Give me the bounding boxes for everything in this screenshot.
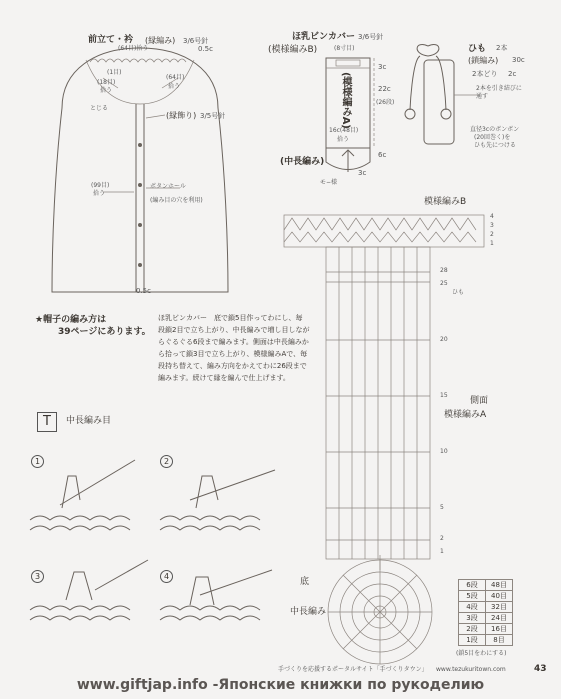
cover-d6: 6c [378, 151, 387, 159]
increase-table [458, 579, 513, 646]
chart-row-b4: 4 [490, 213, 494, 220]
collar-c5: 拾う [168, 83, 181, 90]
technique-label: 中長編み目 [66, 416, 112, 426]
cover-d22: 22c [378, 85, 391, 93]
table-cell: 2段 [459, 624, 486, 635]
cover-d3: 3c [378, 63, 387, 71]
chart-bottom-label: 底 [300, 577, 310, 587]
instruction-line: ら拾って鎖3目で立ち上がり、模様編みAで、毎 [158, 350, 308, 358]
chart-row-10: 10 [440, 448, 448, 455]
table-cell: 1段 [459, 635, 486, 646]
table-row [459, 591, 513, 602]
chart-side-pattern: 模様編みA [444, 410, 487, 420]
table-row [459, 580, 513, 591]
pompom-note2: (20回巻く)を [474, 134, 511, 141]
instruction-line: ほ乳ビンカバー 底で鎖5目作ってわにし、毎 [158, 314, 303, 322]
collar-pick-side2: 拾う [93, 190, 106, 197]
collar-c1: (1目) [107, 69, 122, 76]
step-1-marker: 1 [31, 455, 44, 468]
cover-d3b: 3c [358, 169, 367, 177]
page-number: 43 [534, 664, 547, 674]
site-url[interactable]: www.tezukuritown.com [436, 666, 506, 673]
cover-title: ほ乳ビンカバー [292, 32, 356, 42]
table-cell: 24目 [486, 613, 513, 624]
chart-row-b2: 2 [490, 231, 494, 238]
chart-bottom-stitch: 中長編み [290, 607, 327, 617]
cover-pick: 拾う [337, 136, 350, 143]
collar-c2: (18目) [97, 79, 116, 86]
table-cell: 48目 [486, 580, 513, 591]
cord-count: 2本 [496, 44, 508, 52]
table-row [459, 602, 513, 613]
cover-pattern-a: (模様編みA) [340, 72, 351, 129]
pompom-note1: 直径3cのボンボン [470, 126, 520, 133]
chart-row-b1: 1 [490, 240, 494, 247]
chart-side-label: 側面 [470, 396, 489, 406]
instruction-line: 編みます。続けて縁を編んで仕上げます。 [158, 374, 290, 382]
collar-title: 前立て・衿 [88, 35, 134, 45]
cord-note1: 2本を引き結びに [476, 85, 522, 92]
instruction-line: 段鎖2目で立ち上がり、中長編みで増し目しなが [158, 326, 310, 334]
chart-row-15: 15 [440, 392, 448, 399]
pompom-note3: ひも先につける [474, 142, 516, 149]
buttonhole-note: (編み目の穴を利用) [150, 197, 203, 204]
portal-note: 手づくりを応援するポータルサイト「手づくりタウン」 [278, 666, 428, 673]
table-cell: 4段 [459, 602, 486, 613]
cover-col: モ−様 [320, 179, 338, 186]
table-cell: 16目 [486, 624, 513, 635]
chart-cord-label: ひも [452, 289, 465, 296]
increase-table-note: (鎖5目をわにする) [456, 650, 507, 657]
cover-c16: 16c(48目) [329, 127, 359, 134]
chart-row-25: 25 [440, 280, 448, 287]
cover-hdc: (中長編み) [280, 157, 325, 167]
table-cell: 40目 [486, 591, 513, 602]
table-row [459, 635, 513, 646]
collar-stitch: (縁編み) [145, 36, 176, 45]
buttonhole-label: ボタンホール [150, 183, 186, 190]
chart-row-1: 1 [440, 548, 444, 555]
cord-length: 30c [512, 56, 525, 64]
collar-c3: 拾う [100, 87, 113, 94]
chart-top-label: 模様編みB [424, 197, 467, 207]
cover-pattern-b: (模様編みB) [268, 45, 318, 55]
table-cell: 32目 [486, 602, 513, 613]
collar-hook2: 3/5号針 [200, 112, 226, 120]
chart-row-5: 5 [440, 504, 444, 511]
step-3-marker: 3 [31, 570, 44, 583]
hat-note-line1: ★帽子の編み方は [35, 315, 107, 325]
collar-hook: 3/6号針 [183, 37, 209, 45]
instruction-line: 段持ち替えて、編み方向をかえてわに26段まで [158, 362, 307, 370]
table-cell: 3段 [459, 613, 486, 624]
step-4-marker: 4 [160, 570, 173, 583]
chart-row-28: 28 [440, 267, 448, 274]
collar-dim-bottom: 0.5c [136, 287, 151, 295]
chart-row-2: 2 [440, 535, 444, 542]
table-row [459, 624, 513, 635]
collar-close: とじる [90, 105, 109, 112]
table-cell: 8目 [486, 635, 513, 646]
technique-letter: T [37, 412, 57, 432]
table-cell: 6段 [459, 580, 486, 591]
cord-title: ひも [468, 44, 487, 54]
collar-c4: (64目) [166, 74, 185, 81]
table-cell: 5段 [459, 591, 486, 602]
cover-hook: 3/6号針 [358, 33, 384, 41]
cover-c8: (8寸目) [334, 45, 355, 52]
collar-dim-top: 0.5c [198, 45, 213, 53]
chart-row-20: 20 [440, 336, 448, 343]
hat-note-line2: 39ページにあります。 [58, 327, 151, 337]
collar-edge: (縁飾り) [166, 111, 197, 120]
collar-pick-top: (64目)拾う [118, 45, 149, 52]
chart-row-b3: 3 [490, 222, 494, 229]
collar-pick-side: (99目) [91, 182, 110, 189]
cord-note2: 通す [476, 93, 489, 100]
table-row [459, 613, 513, 624]
step-2-marker: 2 [160, 455, 173, 468]
watermark-banner: www.giftjap.info -Японские книжки по рукоделию [76, 677, 485, 693]
cord-stitch: (鎖編み) [468, 56, 499, 65]
instruction-line: らぐるぐる6段まで編みます。側面は中長編みか [158, 338, 309, 346]
cover-d26: (26段) [376, 99, 395, 106]
cord-dim: 2c [508, 70, 517, 78]
cord-tie: 2本どり [472, 70, 498, 78]
